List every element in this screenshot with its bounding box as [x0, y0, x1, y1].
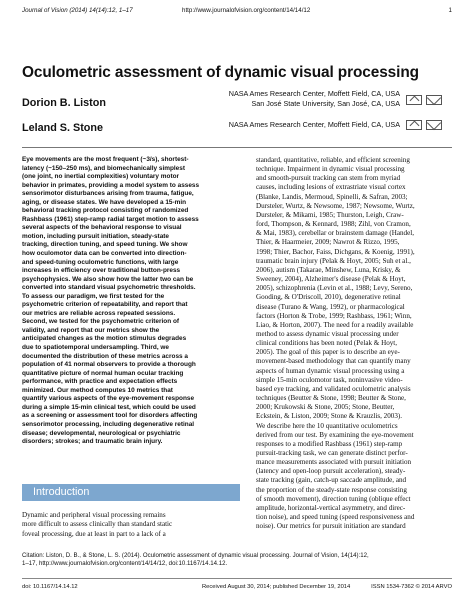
paragraph-line: and smooth-pursuit tracking can stem from myriad — [256, 174, 401, 183]
article-url[interactable]: http://www.journalofvision.org/content/14/14/12 — [182, 7, 311, 14]
doi[interactable]: doi: 10.1167/14.14.12 — [22, 584, 78, 590]
abstract-line: sensorimotor processing, including degenerative retinal — [22, 420, 195, 428]
citation-line: 1–17, http://www.journalofvision.org/content/14/14/12, doi:10.1167/14.14.12. — [22, 560, 228, 568]
section-heading-bar — [22, 484, 240, 501]
paragraph-line: technique. Impairment in dynamic visual processing — [256, 165, 405, 174]
abstract-line: performance, with practice and expectation effects — [22, 378, 178, 386]
paragraph-line: simple 15-min oculomotor task, noninvasive video- — [256, 375, 403, 384]
paragraph-line: based eye tracking, and validated oculometric analysis — [256, 384, 411, 393]
abstract-line: quantify various aspects of the eye-movement response — [22, 395, 195, 403]
abstract-line: documented the distribution of these metrics across a — [22, 352, 188, 360]
paragraph-line: 2006), autism (Takarae, Minshew, Luna, Krisky, & — [256, 265, 401, 274]
paragraph-line: (latency and open-loop pursuit acceleration), steady- — [256, 467, 406, 476]
paragraph-line: tion noise), and speed tuning (speed responsiveness and — [256, 513, 415, 522]
abstract-line: latency (~150–250 ms), and biomechanically simplest — [22, 164, 185, 172]
paragraph-line: movement-based methodology that can quantify many — [256, 357, 411, 366]
affiliation-line: NASA Ames Research Center, Moffett Field, CA, USA — [228, 89, 400, 98]
paragraph-line: factors (Horton & Trobe, 1999; Rashbass, 1961; Winn, — [256, 311, 412, 320]
abstract-line: tracking, direction tuning, and speed tuning. We show — [22, 241, 188, 249]
paragraph-line: Thier, & Haarmeier, 2009; Nawrot & Rizzo, 1995, — [256, 238, 400, 247]
paragraph-line: 2005). The goal of this paper is to describe an eye- — [256, 348, 400, 357]
abstract-line: quantitative picture of normal human ocular tracking — [22, 369, 184, 377]
paragraph-line: 1998; Thier, Bachor, Faiss, Dichgans, & Koenig, 1991), — [256, 247, 415, 256]
paragraph-line: (Blanke, Landis, Mermoud, Spinelli, & Safran, 2003; — [256, 192, 408, 201]
page-footer — [22, 584, 452, 594]
abstract-line: our metrics are reliable across repeated sessions. — [22, 309, 176, 317]
paragraph-line: Dursteler, & Mikami, 1985; Thurston, Leigh, Craw- — [256, 210, 404, 219]
author-affiliation-1 — [229, 89, 400, 108]
citation-line: Citation: Liston, D. B., & Stone, L. S. (2014). Oculometric assessment of dynamic visual processing. Journal of Vision, 14(14):12, — [22, 552, 369, 559]
paragraph-line: Liao, & Horton, 2007). The need for a readily available — [256, 320, 414, 329]
abstract-line: due to spatiotemporal undersampling. Third, we — [22, 344, 170, 352]
paragraph-line: traumatic brain injury (Pelak & Hoyt, 2005; Suh et al., — [256, 256, 411, 265]
paragraph-line: more difficult to assess clinically than standard static — [22, 520, 173, 529]
paragraph-line: the proportion of the steady-state response consisting — [256, 485, 407, 494]
abstract-line: disease; developmental, neurological or psychiatric — [22, 429, 181, 437]
paragraph-line: aspects of human dynamic visual processing using a — [256, 366, 405, 375]
paragraph-line: noise). Our metrics for pursuit initiation are standard — [256, 522, 406, 531]
citation — [22, 552, 452, 569]
abstract-line: aging, or disease states. We have developed a 15-min — [22, 198, 187, 206]
paragraph-line: techniques (Beutter & Stone, 1998; Beutter & Stone, — [256, 394, 406, 403]
paragraph-line: Dursteler, Wurtz, & Newsome, 1987; Newsome, Wurtz, — [256, 201, 415, 210]
abstract-line: To assess our paradigm, we first tested for the — [22, 292, 165, 300]
abstract-line: several aspects of the behavioral response to visual — [22, 224, 182, 232]
paragraph-line: of smooth movement), direction tuning (oblique effect — [256, 494, 411, 503]
paragraph-line: Gooding, & O'Driscoll, 2010), degenerative retinal — [256, 293, 401, 302]
abstract-line: and speed-tuning oculometric functions, with large — [22, 258, 179, 266]
abstract-line: minimized. Our method computes 10 metrics that — [22, 386, 173, 394]
introduction-text — [22, 511, 240, 539]
home-icon[interactable] — [406, 95, 422, 105]
paragraph-line: We describe here the 10 quantitative oculometrics — [256, 421, 398, 430]
paragraph-line: Dynamic and peripheral visual processing remains — [22, 511, 166, 519]
mail-icon[interactable] — [426, 120, 442, 130]
abstract-line: increases in efficiency over traditional button-press — [22, 267, 181, 275]
issn-copyright: ISSN 1534-7362 © 2014 ARVO — [371, 584, 452, 590]
right-column-text — [256, 156, 452, 531]
paragraph-line: clinical conditions has been noted (Pelak & Hoyt, — [256, 339, 398, 348]
affiliation-line: San José State University, San José, CA, USA — [251, 98, 400, 108]
paragraph-line: responses to a modified Rashbass (1961) step-ramp — [256, 439, 403, 448]
paragraph-line: amplitude, horizontal-vertical asymmetry, and direc- — [256, 503, 406, 512]
abstract-line: behavior in primates, providing a model system to assess — [22, 181, 200, 189]
page-number: 1 — [448, 7, 452, 14]
paragraph-line: causes, including lesions of extrastriate visual cortex — [256, 183, 406, 192]
abstract-line: how oculomotor data can be converted into direction- — [22, 250, 187, 258]
abstract — [22, 156, 240, 447]
author-links-2 — [406, 120, 442, 130]
paragraph-line: Sweeney, 2004), Alzheimer's disease (Pelak & Hoyt, — [256, 275, 406, 284]
paper-title: Oculometric assessment of dynamic visual processing — [22, 64, 419, 81]
home-icon[interactable] — [406, 120, 422, 130]
abstract-line: psychophysics. We also show how the latter two can be — [22, 275, 194, 283]
abstract-line: Rashbass (1961) step-ramp radial target motion to assess — [22, 215, 199, 223]
abstract-line: sensorimotor disturbances arising from trauma, fatigue, — [22, 190, 194, 198]
paragraph-line: 2005), schizophrenia (Levin et al., 1988; Levy, Sereno, — [256, 284, 413, 293]
abstract-line: Second, we tested for the psychometric criterion of — [22, 318, 180, 326]
abstract-line: psychometric criterion of repeatability, and report that — [22, 301, 188, 309]
paragraph-line: derived from our test. By examining the eye-movement — [256, 430, 414, 439]
journal-reference: Journal of Vision (2014) 14(14):12, 1–17 — [22, 7, 133, 14]
abstract-line: (one joint, no inertial complexities) voluntary motor — [22, 173, 180, 181]
received-date: Received August 30, 2014; published December 19, 2014 — [202, 584, 351, 590]
header-divider — [22, 147, 452, 148]
abstract-line: motion, including pursuit initiation, steady-state — [22, 232, 169, 240]
abstract-line: population of 41 normal observers to provide a thorough — [22, 361, 196, 369]
paragraph-line: state tracking (gain, catch-up saccade amplitude, and — [256, 476, 407, 485]
paragraph-line: disease (Turano & Wang, 1992), or pharmacological — [256, 302, 405, 311]
paragraph-line: method to assess dynamic visual processing under — [256, 329, 399, 338]
author-name-1: Dorion B. Liston — [22, 97, 106, 109]
author-affiliation-2 — [229, 120, 400, 130]
author-name-2: Leland S. Stone — [22, 122, 103, 134]
paragraph-line: standard, quantitative, reliable, and efficient screening — [256, 156, 410, 164]
paragraph-line: & Mai, 1983), cerebellar or brainstem damage (Handel, — [256, 229, 414, 238]
abstract-line: during a simple 15-min clinical test, which could be used — [22, 403, 196, 411]
section-heading: Introduction — [33, 486, 90, 498]
author-links-1 — [406, 95, 442, 105]
paragraph-line: mance measurements associated with pursuit initiation — [256, 458, 412, 467]
paragraph-line: foveal processing, due at least in part to a lack of a — [22, 529, 166, 538]
running-header — [22, 7, 452, 19]
abstract-line: validity, and report that our metrics show the — [22, 326, 160, 334]
paragraph-line: 2000; Krukowski & Stone, 2005; Stone, Beutter, — [256, 403, 395, 412]
paragraph-line: ford, Thompson, & Kennard, 1988; Zihl, von Cramon, — [256, 220, 411, 229]
mail-icon[interactable] — [426, 95, 442, 105]
affiliation-line: NASA Ames Research Center, Moffett Field, CA, USA — [228, 120, 400, 129]
abstract-line: Eye movements are the most frequent (~3/s), shortest- — [22, 156, 189, 163]
abstract-line: converted into standard visual psychometric thresholds. — [22, 284, 196, 292]
footer-divider — [22, 578, 452, 579]
abstract-line: anticipated changes as the motion stimulus degrades — [22, 335, 187, 343]
abstract-line: behavioral tracking protocol consisting of randomized — [22, 207, 189, 215]
paragraph-line: pursuit-tracking task, we can generate distinct perfor- — [256, 449, 408, 457]
paragraph-line: Eckstein, & Liston, 2009; Stone & Krauzlis, 2003). — [256, 412, 402, 421]
abstract-line: as a screening or assessment tool for disorders affecting — [22, 412, 198, 420]
abstract-line: disorders; strokes; and traumatic brain injury. — [22, 438, 163, 446]
